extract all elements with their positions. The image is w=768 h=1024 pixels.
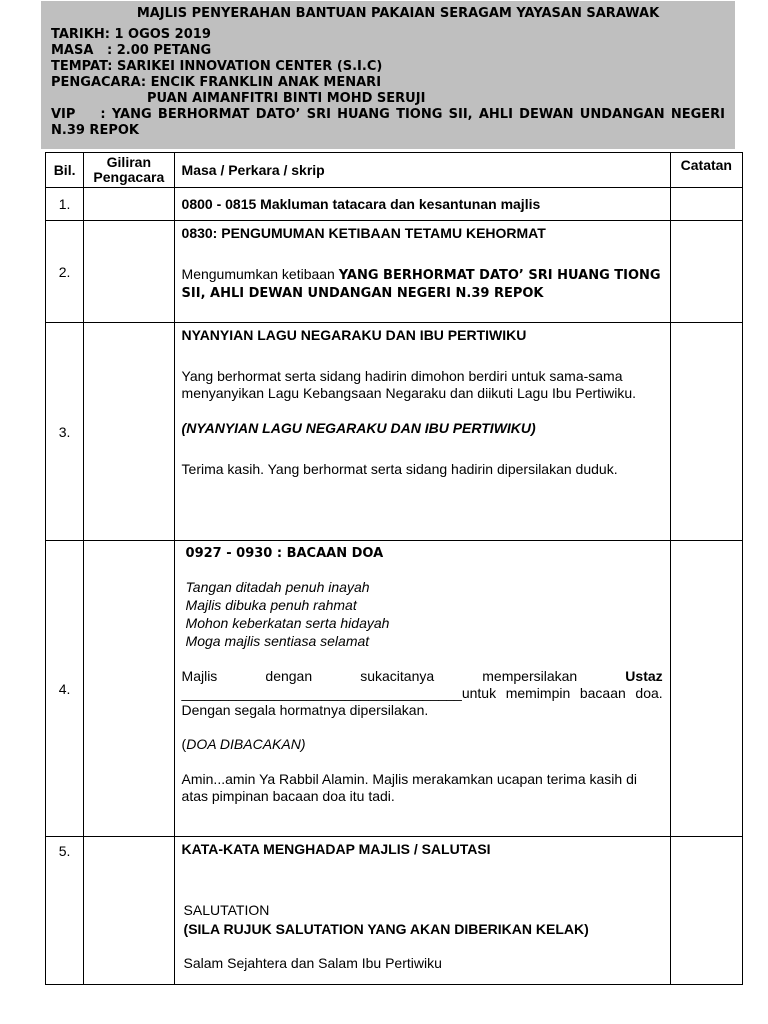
date-line: TARIKH: 1 OGOS 2019 [51, 27, 211, 42]
item-paragraph: SALUTATION [183, 902, 270, 918]
document-title: MAJLIS PENYERAHAN BANTUAN PAKAIAN SERAGAM YAYASAN SARAWAK [136, 6, 660, 21]
giliran-cell [84, 188, 174, 221]
item-instruction: (SILA RUJUK SALUTATION YANG AKAN DIBERIKAN KELAK) [183, 921, 589, 937]
vip-name: YANG BERHORMAT DATO’ SRI HUANG TIONG SII, AHLI DEWAN UNDANGAN NEGERI N.39 REPOK [181, 268, 661, 301]
col-header-catatan: Catatan [670, 153, 742, 188]
masa-cell [174, 837, 670, 985]
paragraph-text: Majlis dengan sukacitanya mempersilakan [181, 668, 626, 684]
ustaz-label: Ustaz [625, 668, 663, 684]
document-header [41, 1, 735, 149]
row-number: 1. [46, 188, 84, 221]
row-number: 5. [46, 837, 84, 985]
giliran-cell [84, 323, 174, 541]
item-paragraph: Yang berhormat serta sidang hadirin dimohon berdiri untuk sama-sama menyanyikan Lagu Kebangsaan Negaraku dan diikuti Lagu Ibu Pertiwiku. [181, 368, 637, 401]
table-row [46, 188, 743, 221]
poem-line: Tangan ditadah penuh inayah [185, 579, 370, 595]
item-heading: 0800 - 0815 Makluman tatacara dan kesantunan majlis [181, 196, 541, 212]
item-instruction: (NYANYIAN LAGU NEGARAKU DAN IBU PERTIWIKU) [181, 420, 536, 436]
paragraph-text: Mengumumkan ketibaan [181, 266, 339, 282]
masa-cell [174, 541, 670, 837]
instruction-text: DOA DIBACAKAN) [186, 736, 306, 752]
giliran-cell [84, 541, 174, 837]
catatan-cell [670, 188, 742, 221]
masa-cell [174, 323, 670, 541]
item-heading: NYANYIAN LAGU NEGARAKU DAN IBU PERTIWIKU [181, 327, 527, 343]
row-number: 2. [46, 221, 84, 323]
emcee-line-2: PUAN AIMANFITRI BINTI MOHD SERUJI [147, 91, 426, 106]
catatan-cell [670, 837, 742, 985]
poem-line: Mohon keberkatan serta hidayah [185, 615, 390, 631]
paragraph-text: ____________________________________untuk memimpin bacaan doa. Dengan segala hormatnya dipersilakan. [181, 685, 663, 718]
doa-poem [182, 578, 663, 650]
item-paragraph: Salam Sejahtera dan Salam Ibu Pertiwiku [183, 955, 442, 971]
giliran-cell [84, 837, 174, 985]
poem-line: Moga majlis sentiasa selamat [185, 633, 370, 649]
giliran-cell [84, 221, 174, 323]
emcee-line: PENGACARA: ENCIK FRANKLIN ANAK MENARI [51, 75, 382, 90]
item-heading: KATA-KATA MENGHADAP MAJLIS / SALUTASI [181, 841, 491, 857]
table-row [46, 323, 743, 541]
col-header-masa: Masa / Perkara / skrip [174, 153, 670, 188]
item-heading: 0927 - 0930 : BACAAN DOA [185, 546, 384, 561]
masa-cell [174, 188, 670, 221]
item-paragraph [182, 266, 663, 302]
time-line: MASA : 2.00 PETANG [51, 43, 212, 58]
row-number: 3. [46, 323, 84, 541]
poem-line: Majlis dibuka penuh rahmat [185, 597, 357, 613]
col-header-bil: Bil. [46, 153, 84, 188]
catatan-cell [670, 221, 742, 323]
table-row [46, 837, 743, 985]
paren: ( [181, 736, 187, 752]
table-row [46, 221, 743, 323]
item-heading: 0830: PENGUMUMAN KETIBAAN TETAMU KEHORMAT [181, 225, 546, 241]
item-paragraph: Amin...amin Ya Rabbil Alamin. Majlis merakamkan ucapan terima kasih di atas pimpinan bacaan doa itu tadi. [181, 771, 637, 804]
row-number: 4. [46, 541, 84, 837]
col-header-giliran: Giliran Pengacara [84, 153, 174, 188]
vip-line: VIP : YANG BERHORMAT DATO’ SRI HUANG TIONG SII, AHLI DEWAN UNDANGAN NEGERI N.39 REPOK [51, 107, 730, 138]
item-instruction [182, 736, 663, 753]
item-paragraph [182, 668, 663, 719]
program-table [45, 152, 743, 985]
venue-line: TEMPAT: SARIKEI INNOVATION CENTER (S.I.C) [51, 59, 383, 74]
masa-cell [174, 221, 670, 323]
table-row [46, 541, 743, 837]
table-header-row [46, 153, 743, 188]
item-paragraph: Terima kasih. Yang berhormat serta sidang hadirin dipersilakan duduk. [181, 461, 618, 477]
catatan-cell [670, 541, 742, 837]
catatan-cell [670, 323, 742, 541]
